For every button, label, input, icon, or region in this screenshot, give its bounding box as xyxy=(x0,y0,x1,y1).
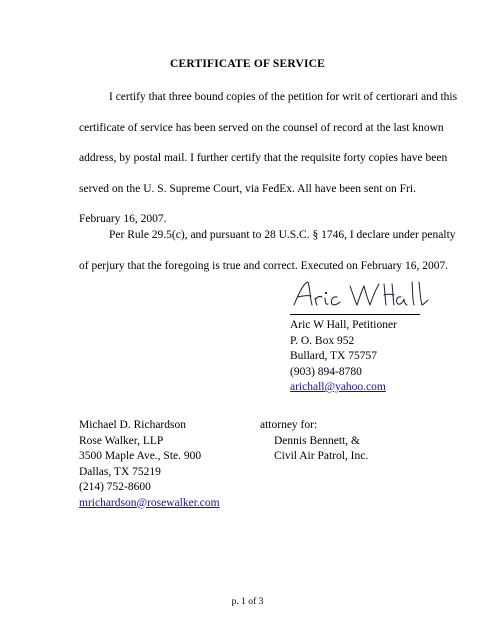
client-name: Civil Air Patrol, Inc. xyxy=(274,450,369,462)
paragraph-line: address, by postal mail. I further certify that the requisite forty copies have been xyxy=(79,152,448,164)
paragraph-line: Per Rule 29.5(c), and pursuant to 28 U.S.C. § 1746, I declare under penalty xyxy=(109,229,456,241)
counsel-city: Dallas, TX 75219 xyxy=(79,465,161,478)
declaration-paragraph xyxy=(79,220,456,281)
attorney-for-label: attorney for: xyxy=(260,419,318,431)
paragraph-line: served on the U. S. Supreme Court, via FedEx. All have been sent on Fri. xyxy=(79,182,416,195)
petitioner-address xyxy=(290,318,430,396)
paragraph-line: of perjury that the foregoing is true and correct. Executed on February 16, 2007. xyxy=(79,259,449,272)
page-number: p. 1 of 3 xyxy=(231,597,264,607)
petitioner-city: Bullard, TX 75757 xyxy=(290,350,377,362)
signature-block xyxy=(290,278,430,396)
signature-line xyxy=(290,314,420,315)
petitioner-email-link[interactable]: arichall@yahoo.com xyxy=(290,381,386,393)
counsel-name: Michael D. Richardson xyxy=(79,419,186,431)
petitioner-name: Aric W Hall, Petitioner xyxy=(290,319,397,331)
counsel-phone: (214) 752-8600 xyxy=(79,481,151,493)
attorney-for-block xyxy=(260,418,368,465)
paragraph-line: I certify that three bound copies of the petition for writ of certiorari and this xyxy=(109,91,458,103)
handwritten-signature xyxy=(290,278,430,312)
counsel-street: 3500 Maple Ave., Ste. 900 xyxy=(79,450,202,462)
counsel-firm: Rose Walker, LLP xyxy=(79,434,164,447)
petitioner-phone: (903) 894-8780 xyxy=(290,365,362,378)
document-title: CERTIFICATE OF SERVICE xyxy=(169,58,326,70)
client-name: Dennis Bennett, & xyxy=(274,434,360,447)
paragraph-line: February 16, 2007. xyxy=(79,213,167,225)
paragraph-line: certificate of service has been served on the counsel of record at the last known xyxy=(79,121,444,134)
counsel-address xyxy=(79,418,220,511)
petitioner-po-box: P. O. Box 952 xyxy=(290,334,355,347)
counsel-email-link[interactable]: mrichardson@rosewalker.com xyxy=(79,496,220,509)
